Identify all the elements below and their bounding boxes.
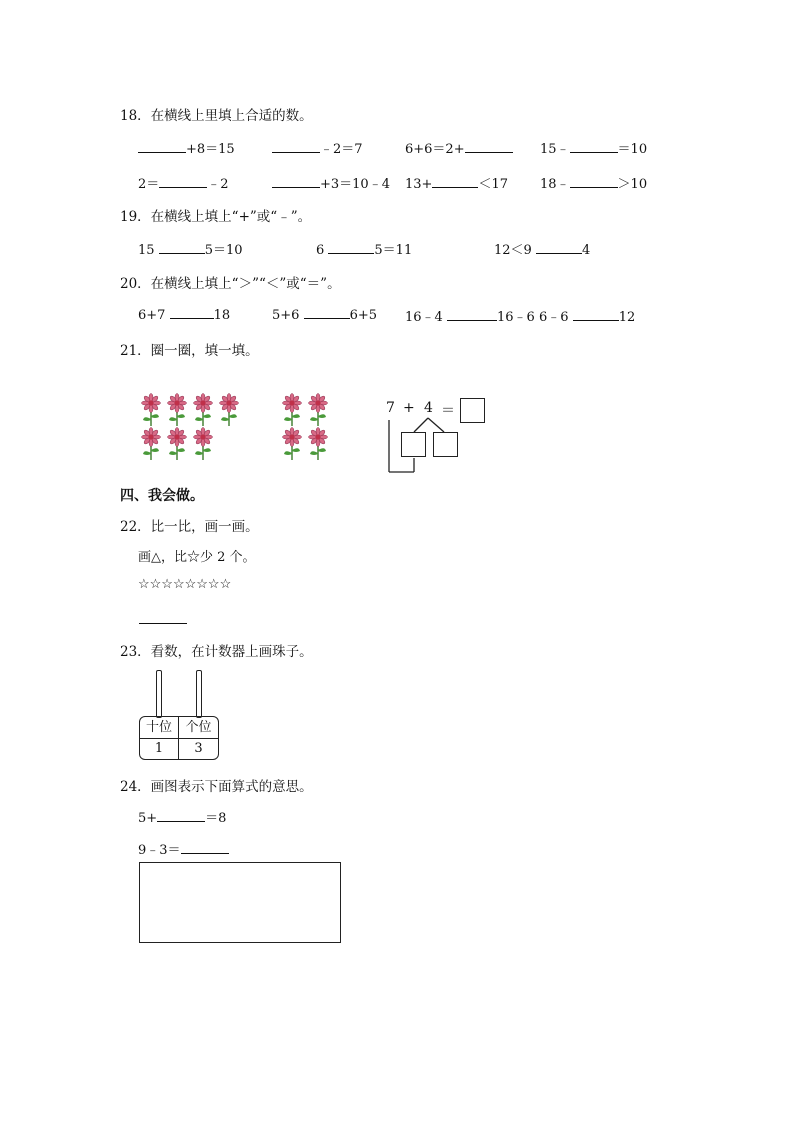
question-24-title: 24．画图表示下面算式的意思。: [120, 779, 313, 795]
result-box[interactable]: [460, 398, 485, 423]
q24-text: 5+: [138, 811, 158, 826]
q18-item: [405, 173, 508, 192]
q18-text: ﹣2: [207, 177, 229, 192]
q18-text: +3＝10﹣4: [320, 177, 390, 192]
flower-icon: [139, 393, 163, 427]
q18-text: 18﹣: [540, 177, 570, 192]
answer-blank[interactable]: [138, 140, 186, 153]
q19-item: [316, 239, 412, 258]
tens-digit: 1: [140, 738, 179, 759]
question-22-title: 22．比一比，画一画。: [120, 519, 259, 535]
q20-text: 6﹣6: [539, 310, 573, 325]
answer-blank[interactable]: [432, 175, 478, 188]
answer-blank[interactable]: [465, 140, 513, 153]
q20-item: [138, 306, 230, 323]
answer-blank[interactable]: [570, 175, 618, 188]
q24-line1: [138, 807, 226, 826]
flower-icon: [191, 393, 215, 427]
q18-text: ＞10: [617, 177, 648, 192]
q19-text: 5＝10: [204, 243, 243, 258]
question-21-title: 21．圈一圈，填一填。: [120, 343, 259, 359]
place-value-table: [139, 716, 219, 760]
split-box-right[interactable]: [433, 432, 458, 457]
answer-blank[interactable]: [157, 809, 205, 822]
flower-group-seven[interactable]: [139, 393, 241, 461]
q20-text: 12: [618, 310, 636, 325]
answer-blank[interactable]: [573, 308, 619, 321]
question-18-title: 18．在横线上里填上合适的数。: [120, 108, 313, 124]
ones-digit: 3: [194, 741, 203, 756]
q18-item: [138, 173, 229, 192]
equation-a: 7: [386, 400, 395, 416]
q18-text: ﹣2＝7: [320, 142, 363, 157]
q18-text: 15﹣: [540, 142, 570, 157]
q18-item: [272, 173, 390, 192]
flower-icon: [165, 427, 189, 461]
split-box-left[interactable]: [401, 432, 426, 457]
q20-text: 5+6: [272, 308, 304, 323]
tens-rod[interactable]: [156, 670, 162, 718]
q20-item: [272, 306, 377, 323]
drawing-area[interactable]: [139, 862, 341, 943]
flower-icon: [306, 393, 330, 427]
q20-text: 18: [213, 308, 231, 323]
question-19-title: 19．在横线上填上“+”或“﹣”。: [120, 209, 312, 225]
q20-text: 6+5: [349, 308, 378, 323]
tens-header: 十位: [140, 717, 179, 739]
q18-text: 13+: [405, 177, 433, 192]
equation-plus: +: [403, 400, 415, 416]
q20-item: [539, 306, 635, 325]
q19-text: 15: [138, 243, 159, 258]
q20-text: 6+7: [138, 308, 170, 323]
answer-blank[interactable]: [272, 140, 320, 153]
ones-header: 个位: [179, 717, 218, 739]
q20-text: 16﹣4: [405, 310, 447, 325]
answer-blank[interactable]: [159, 241, 205, 254]
q22-instruction: 画△，比☆少 2 个。: [138, 550, 256, 565]
q18-text: ＝10: [617, 142, 648, 157]
q19-text: 5＝11: [374, 243, 413, 258]
answer-blank[interactable]: [181, 841, 229, 854]
q18-item: [272, 138, 363, 157]
q19-text: 12＜9: [494, 243, 536, 258]
q19-item: [494, 239, 590, 258]
q19-text: 6: [316, 243, 329, 258]
q20-item: [405, 306, 535, 325]
flower-icon: [217, 393, 241, 427]
flower-icon: [165, 393, 189, 427]
q20-text: 16﹣6: [496, 310, 535, 325]
answer-blank[interactable]: [272, 175, 320, 188]
q18-text: +8＝15: [186, 142, 235, 157]
flower-group-four[interactable]: [280, 393, 330, 461]
flower-icon: [306, 427, 330, 461]
q18-item: [540, 173, 647, 192]
q18-text: 2＝: [138, 177, 160, 192]
answer-blank[interactable]: [328, 241, 374, 254]
equation-b: 4: [424, 400, 433, 416]
q18-text: 6+6＝2+: [405, 142, 465, 157]
question-20-title: 20．在横线上填上“＞”“＜”或“＝”。: [120, 276, 341, 292]
q19-text: 4: [581, 243, 591, 258]
q24-text: ＝8: [205, 811, 227, 826]
flower-icon: [191, 427, 215, 461]
flower-icon: [280, 393, 304, 427]
equation-equals: ＝: [441, 403, 455, 419]
answer-blank[interactable]: [570, 140, 618, 153]
q18-item: [405, 138, 513, 157]
answer-blank[interactable]: [447, 308, 497, 321]
flower-icon: [139, 427, 163, 461]
q24-text: 9﹣3＝: [138, 843, 181, 858]
q18-item: [138, 138, 235, 157]
answer-blank[interactable]: [139, 611, 187, 624]
ones-rod[interactable]: [196, 670, 202, 718]
question-23-title: 23．看数，在计数器上画珠子。: [120, 644, 313, 660]
answer-blank[interactable]: [304, 306, 350, 319]
q24-line2: [138, 839, 229, 858]
q18-text: ＜17: [478, 177, 508, 192]
star-row: ☆☆☆☆☆☆☆☆: [138, 577, 232, 592]
answer-blank[interactable]: [159, 175, 207, 188]
section-title: 四、我会做。: [120, 488, 204, 504]
q18-item: [540, 138, 647, 157]
flower-icon: [280, 427, 304, 461]
q19-item: [138, 239, 243, 258]
answer-blank[interactable]: [170, 306, 214, 319]
abacus-counter: [139, 670, 219, 762]
answer-blank[interactable]: [536, 241, 582, 254]
